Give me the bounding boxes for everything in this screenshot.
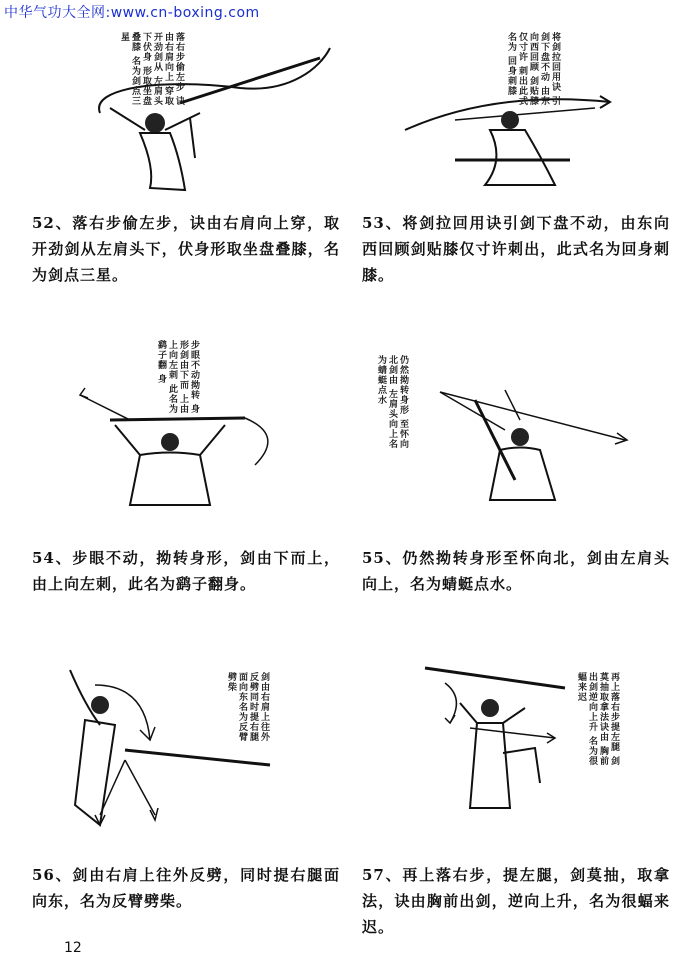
figure-55	[395, 340, 635, 510]
inscription-55: 仍然拗转身形 至怀向北剑由 左肩头向上名 为蜻蜓点水	[376, 355, 408, 450]
figure-57	[415, 663, 575, 843]
inscription-52: 落右步偷左步 诀由右肩向上 穿取开劲剑从 左肩头下伏身 形取坐盘叠膝 名为剑点三星	[119, 32, 184, 107]
figure-55-drawing	[395, 340, 635, 510]
watermark: 中华气功大全网:www.cn-boxing.com	[4, 5, 260, 21]
inscription-57: 再上落右步提左腿 剑莫抽取拿法诀由 胸前出剑逆向上升 名为很蝠来迟	[576, 672, 619, 767]
figure-52-drawing	[70, 18, 340, 198]
caption-52: 52、落右步偷左步，诀由右肩向上穿，取开劲剑从左肩头下，伏身形取坐盘叠膝，名为剑点三星。	[32, 214, 340, 284]
caption-55: 55、仍然拗转身形至怀向北，剑由左肩头向上，名为蜻蜓点水。	[362, 549, 670, 593]
inscription-53: 将剑拉回用诀 引剑下盘不动 由东向西回顾 剑贴膝仅寸许 刺出此式名为 回身刺膝	[506, 32, 560, 107]
caption-54: 54、步眼不动，拗转身形，剑由下而上，由上向左刺，此名为鹞子翻身。	[32, 549, 340, 593]
figure-52	[70, 18, 340, 198]
figure-57-drawing	[415, 663, 575, 843]
inscription-56: 剑由右肩上往外 反劈同时提右腿 面向东名为反臂 劈柴	[226, 672, 269, 742]
caption-56: 56、剑由右肩上往外反劈，同时提右腿面向东，名为反臂劈柴。	[32, 866, 340, 910]
caption-53: 53、将剑拉回用诀引剑下盘不动，由东向西回顾剑贴膝仅寸许刺出，此式名为回身刺膝。	[362, 214, 670, 284]
caption-57: 57、再上落右步，提左腿，剑莫抽，取拿法，诀由胸前出剑，逆向上升，名为很蝠来迟。	[362, 866, 670, 936]
page-number: 12	[64, 940, 82, 956]
inscription-54: 步眼不动拗转 身形剑由下而 上由上向左刺 此名为鹞子翻 身	[156, 340, 199, 415]
